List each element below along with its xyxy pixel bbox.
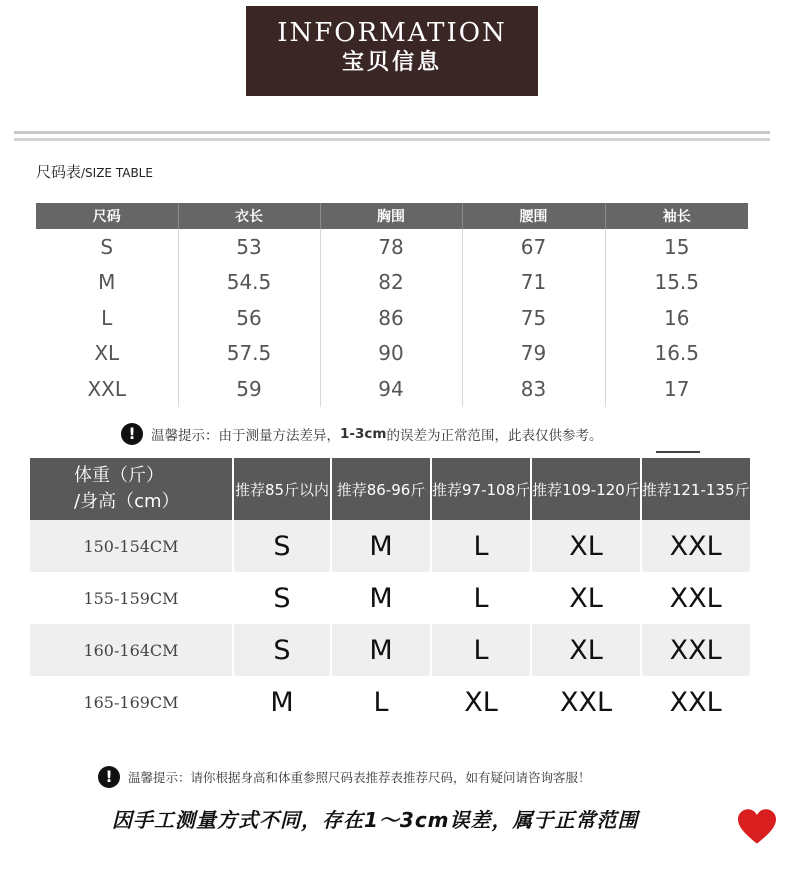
size-cell: S: [232, 520, 330, 572]
cell: 75: [462, 300, 605, 336]
cell: 90: [320, 336, 462, 372]
table-row: [36, 300, 748, 336]
size-cell: L: [330, 676, 430, 728]
cell: 16.5: [605, 336, 748, 372]
height-cell: 150-154CM: [30, 520, 232, 572]
col-header: 衣长: [178, 203, 320, 229]
size-table-header: [36, 203, 748, 229]
notice-text-2: 的误差为正常范围，此表仅供参考。: [386, 428, 603, 444]
notice-label: 温馨提示：: [151, 428, 219, 444]
caption-cn: 尺码表: [36, 163, 82, 181]
table-row: [30, 676, 750, 728]
size-cell: XXL: [640, 572, 750, 624]
col-header: 推荐86-96斤: [330, 458, 430, 520]
table-row: [36, 229, 748, 265]
height-cell: 165-169CM: [30, 676, 232, 728]
header-banner: [246, 6, 538, 96]
cell: L: [101, 305, 113, 330]
table-row: [30, 572, 750, 624]
cell: 17: [605, 371, 748, 407]
notice-text: 温馨提示：请你根据身高和体重参照尺码表推荐表推荐尺码，如有疑问请咨询客服！: [128, 770, 591, 785]
divider-line: [14, 138, 770, 141]
caption-en: /SIZE TABLE: [81, 166, 153, 180]
recommend-table-header: [30, 458, 750, 520]
cell: 94: [320, 371, 462, 407]
header-height: /身高（cm）: [74, 491, 180, 512]
col-header-weight-height: [30, 458, 232, 520]
cell: S: [100, 234, 114, 259]
size-cell: M: [232, 676, 330, 728]
cell: 83: [462, 371, 605, 407]
size-cell: S: [232, 624, 330, 676]
col-header: 胸围: [320, 203, 462, 229]
divider-line: [14, 131, 770, 134]
cell: XXL: [87, 376, 127, 401]
col-header: 腰围: [462, 203, 605, 229]
cell: 57.5: [178, 336, 320, 372]
notice-bold: 1-3cm: [340, 426, 387, 442]
size-table-caption: [36, 161, 153, 182]
notice-measurement: [121, 423, 602, 445]
warning-icon: !: [121, 423, 143, 445]
notice-text: 由于测量方法差异，: [218, 428, 340, 444]
cell: 78: [320, 229, 462, 265]
header-weight: 体重（斤）: [74, 465, 164, 486]
cell: M: [98, 270, 116, 295]
size-cell: XL: [530, 572, 640, 624]
footer-note: 因手工测量方式不同，存在1～3cm误差，属于正常范围: [112, 808, 639, 832]
title-en: INFORMATION: [277, 18, 507, 48]
size-cell: M: [330, 624, 430, 676]
size-cell: XXL: [640, 624, 750, 676]
cell: 67: [462, 229, 605, 265]
table-row: [30, 520, 750, 572]
cell: 15: [605, 229, 748, 265]
cell: 79: [462, 336, 605, 372]
size-table: [36, 203, 748, 407]
decorative-line: [656, 451, 700, 453]
table-row: [36, 336, 748, 372]
cell: 56: [178, 300, 320, 336]
size-cell: S: [232, 572, 330, 624]
height-cell: 160-164CM: [30, 624, 232, 676]
recommend-table: [30, 458, 750, 728]
col-header: 推荐97-108斤: [430, 458, 530, 520]
table-row: [36, 371, 748, 407]
col-header: 推荐109-120斤: [530, 458, 640, 520]
col-header: 推荐85斤以内: [232, 458, 330, 520]
cell: 16: [605, 300, 748, 336]
cell: 71: [462, 265, 605, 301]
height-cell: 155-159CM: [30, 572, 232, 624]
notice-recommend: [98, 766, 591, 788]
size-cell: XL: [430, 676, 530, 728]
size-cell: M: [330, 572, 430, 624]
size-cell: L: [430, 624, 530, 676]
table-row: [30, 624, 750, 676]
size-cell: XXL: [530, 676, 640, 728]
warning-icon: !: [98, 766, 120, 788]
size-cell: L: [430, 520, 530, 572]
cell: 53: [178, 229, 320, 265]
col-header: 尺码: [36, 203, 178, 229]
size-cell: XXL: [640, 520, 750, 572]
col-header: 推荐121-135斤: [640, 458, 750, 520]
size-cell: XL: [530, 624, 640, 676]
size-cell: L: [430, 572, 530, 624]
size-cell: XL: [530, 520, 640, 572]
cell: 86: [320, 300, 462, 336]
title-cn: 宝贝信息: [341, 50, 442, 75]
cell: 82: [320, 265, 462, 301]
size-cell: XXL: [640, 676, 750, 728]
table-row: [36, 265, 748, 301]
cell: 15.5: [605, 265, 748, 301]
cell: 54.5: [178, 265, 320, 301]
col-header: 袖长: [605, 203, 748, 229]
size-cell: M: [330, 520, 430, 572]
cell: XL: [94, 341, 120, 366]
heart-icon: [738, 808, 776, 846]
cell: 59: [178, 371, 320, 407]
